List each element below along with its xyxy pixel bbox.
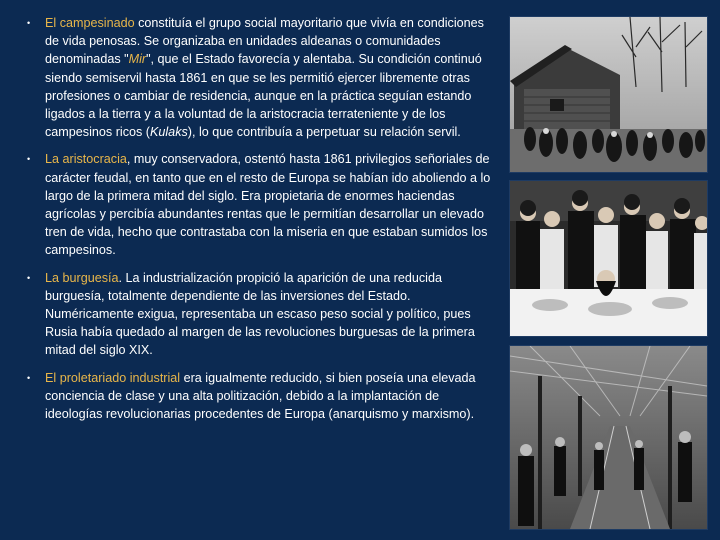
term-proletariado: El proletariado industrial [45, 370, 181, 385]
bullet-dot-icon: • [27, 154, 31, 165]
aristocracy-group-photo [509, 180, 708, 337]
factory-workers-photo [509, 345, 708, 530]
bullet-dot-icon: • [27, 372, 31, 383]
text-segment: , muy conservadora, ostentó hasta 1861 privilegios señoriales de carácter feudal, en tanto que en el resto de Europa se habían ido aboliendo a lo largo de la primera mitad del siglo. Era propietaria de enormes haciendas agrícolas y percibía abundantes rentas que le permitían desarrollar un elevado tren de vida, hecho que contrastaba con la miseria en que estaban sumidos los campesinos. [45, 152, 491, 258]
term-campesinado: El campesinado [45, 16, 135, 30]
text-segment: ", que el Estado favorecía y alentaba. Su condición continuó siendo semiservil hasta 1861 en que se les permitió ejercer libremente otras profesiones o cambiar de residencia, aunque en la práctica seguían estando ligados a la tierra y a la voluntad de la aristocracia terrateniente y de los campesinos ricos ( [45, 52, 482, 140]
bullet-list [22, 14, 500, 432]
bullet-aristocracia [22, 150, 500, 259]
text-segment: constituía el grupo social mayoritario que vivía en condiciones de vida penosas. Se organizaba en unidades aldeanas o comunidades denominadas " [45, 16, 484, 67]
bullet-campesinado [22, 14, 500, 141]
term-aristocracia: La aristocracia [45, 152, 127, 167]
bullet-burguesia [22, 269, 500, 360]
term-mir: Mir [128, 52, 147, 67]
bullet-text [45, 16, 484, 139]
bullet-text [45, 371, 476, 421]
term-kulaks: Kulaks [149, 125, 188, 140]
text-segment: . La industrialización propició la aparición de una reducida burguesía, totalmente dependiente de las inversiones del Estado. Numéricamente exigua, representaba un escaso peso social y político, pues Rusia había quedado al margen de las revoluciones burguesas de la primera mitad del siglo XIX. [45, 270, 475, 358]
bullet-dot-icon: • [27, 18, 31, 28]
bullet-text [45, 152, 490, 257]
text-segment: ), lo que contribuía a perpetuar su relación servil. [187, 125, 461, 140]
text-segment: era igualmente reducido, si bien poseía una elevada conciencia de clase y una alta politización, debido a la implantación de ideologías revolucionarias procedentes de Europa (anarquismo y marxismo). [45, 370, 476, 422]
term-burguesia: La burguesía [45, 270, 119, 285]
peasant-village-photo [509, 16, 708, 173]
bullet-dot-icon: • [27, 272, 31, 283]
bullet-proletariado [22, 369, 500, 424]
bullet-text [45, 271, 475, 358]
